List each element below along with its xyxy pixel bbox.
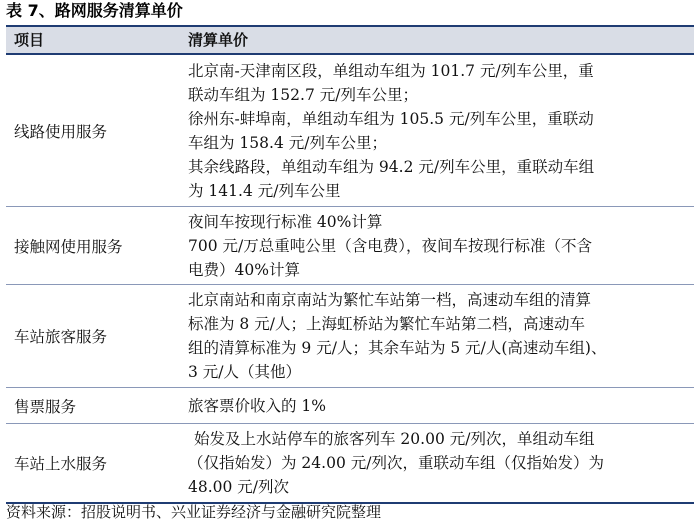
content-line: 700 元/万总重吨公里（含电费），夜间车按现行标准（不含 <box>188 236 592 255</box>
content-line: 徐州东-蚌埠南，单组动车组为 105.5 元/列车公里，重联动 <box>188 109 594 128</box>
row-label: 车站旅客服务 <box>14 328 108 346</box>
table-row <box>6 55 694 207</box>
content-line: （仅指始发）为 24.00 元/列次，重联动车组（仅指始发）为 <box>188 454 604 472</box>
content-line: 旅客票价收入的 1% <box>188 396 327 415</box>
header-price: 清算单价 <box>188 31 249 49</box>
table-row <box>6 285 694 388</box>
content-line: 始发及上水站停车的旅客列车 20.00 元/列次，单组动车组 <box>194 430 595 448</box>
row-label: 接触网使用服务 <box>14 237 123 256</box>
table-title: 表 7、路网服务清算单价 <box>6 1 183 20</box>
row-content <box>188 207 688 284</box>
content-line: 标准为 8 元/人；上海虹桥站为繁忙车站第二档，高速动车 <box>188 315 585 333</box>
header-item: 项目 <box>14 31 45 49</box>
row-content <box>188 55 688 206</box>
content-line: 夜间车按现行标准 40%计算 <box>188 212 383 231</box>
content-line: 北京南-天津南区段，单组动车组为 101.7 元/列车公里，重 <box>188 61 594 80</box>
row-content <box>188 388 688 423</box>
content-line: 为 141.4 元/列车公里 <box>188 181 341 200</box>
row-label: 线路使用服务 <box>14 122 108 141</box>
content-line: 北京南站和南京南站为繁忙车站第一档，高速动车组的清算 <box>188 291 592 309</box>
table-row <box>6 388 694 424</box>
content-line: 3 元/人（其他） <box>188 363 302 381</box>
row-content <box>188 285 688 387</box>
source-note: 资料来源：招股说明书、兴业证券经济与金融研究院整理 <box>6 503 382 521</box>
row-content <box>188 424 688 502</box>
content-line: 电费）40%计算 <box>188 260 300 279</box>
table-row <box>6 424 694 504</box>
content-line: 车组为 158.4 元/列车公里； <box>188 133 387 152</box>
row-label: 售票服务 <box>14 397 77 416</box>
table-row <box>6 207 694 285</box>
content-line: 组的清算标准为 9 元/人；其余车站为 5 元/人(高速动车组)、 <box>188 339 607 357</box>
price-table <box>6 25 694 504</box>
content-line: 48.00 元/列次 <box>188 478 290 496</box>
table-header <box>6 25 694 55</box>
content-line: 其余线路段，单组动车组为 94.2 元/列车公里，重联动车组 <box>188 157 595 176</box>
row-label: 车站上水服务 <box>14 455 108 473</box>
content-line: 联动车组为 152.7 元/列车公里； <box>188 85 418 104</box>
